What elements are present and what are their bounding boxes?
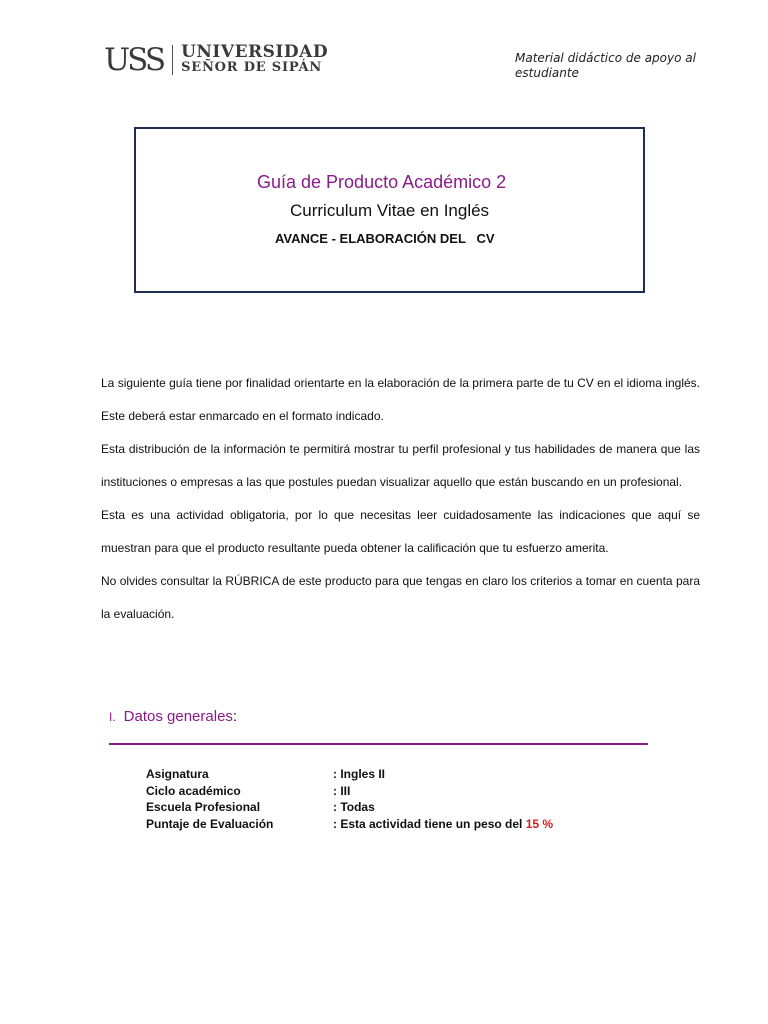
logo-line-1: UNIVERSIDAD [181,42,329,62]
info-value [333,816,553,833]
info-row [146,816,553,833]
intro-paragraph: No olvides consultar la RÚBRICA de este producto para que tengas en claro los criterios a tomar en cuenta para la evaluación. [101,574,700,621]
info-value-text: : Esta actividad tiene un peso del [333,816,526,831]
guide-subtitle: Curriculum Vitae en Inglés [290,201,490,220]
university-logo [104,44,328,76]
info-value: : III [333,783,351,798]
section-heading [109,708,237,725]
info-label: Escuela Profesional [146,800,261,814]
info-label: Ciclo académico [146,783,241,798]
info-value: : Ingles II [333,767,386,781]
intro-paragraph: Esta distribución de la información te permitirá mostrar tu perfil profesional y tus habilidades de manera que las instituciones o empresas a las que postules puedan visualizar aquello que están buscando en un profesional. [101,442,700,489]
intro-paragraph: Esta es una actividad obligatoria, por lo que necesitas leer cuidadosamente las indicaciones que aquí se muestran para que el producto resultante pueda obtener la calificación que tu esfuerzo amerita. [101,508,700,555]
info-label: Asignatura [146,767,209,781]
info-row [146,766,553,783]
title-box [134,127,645,293]
guide-heading: AVANCE - ELABORACIÓN DEL CV [275,231,495,246]
material-note: Material didáctico de apoyo al estudiante [515,51,696,80]
section-number: I. [109,710,116,724]
info-row [146,783,553,800]
intro-text [101,367,700,631]
section-title: Datos generales [123,708,233,725]
info-label: Puntaje de Evaluación [146,816,274,831]
info-row [146,799,553,816]
logo-text [181,42,329,75]
logo-mark: USS [104,42,164,78]
guide-title: Guía de Producto Académico 2 [257,172,507,192]
section-underline [109,743,648,745]
logo-divider [172,45,173,75]
section-colon: : [232,708,238,725]
weight-percentage: 15 % [525,816,554,831]
general-info-table [146,766,553,832]
intro-paragraph: La siguiente guía tiene por finalidad orientarte en la elaboración de la primera parte de tu CV en el idioma inglés. Este deberá estar enmarcado en el formato indicado. [101,376,700,423]
info-value: : Todas [333,800,375,814]
logo-line-2: SEÑOR DE SIPÁN [181,60,323,75]
